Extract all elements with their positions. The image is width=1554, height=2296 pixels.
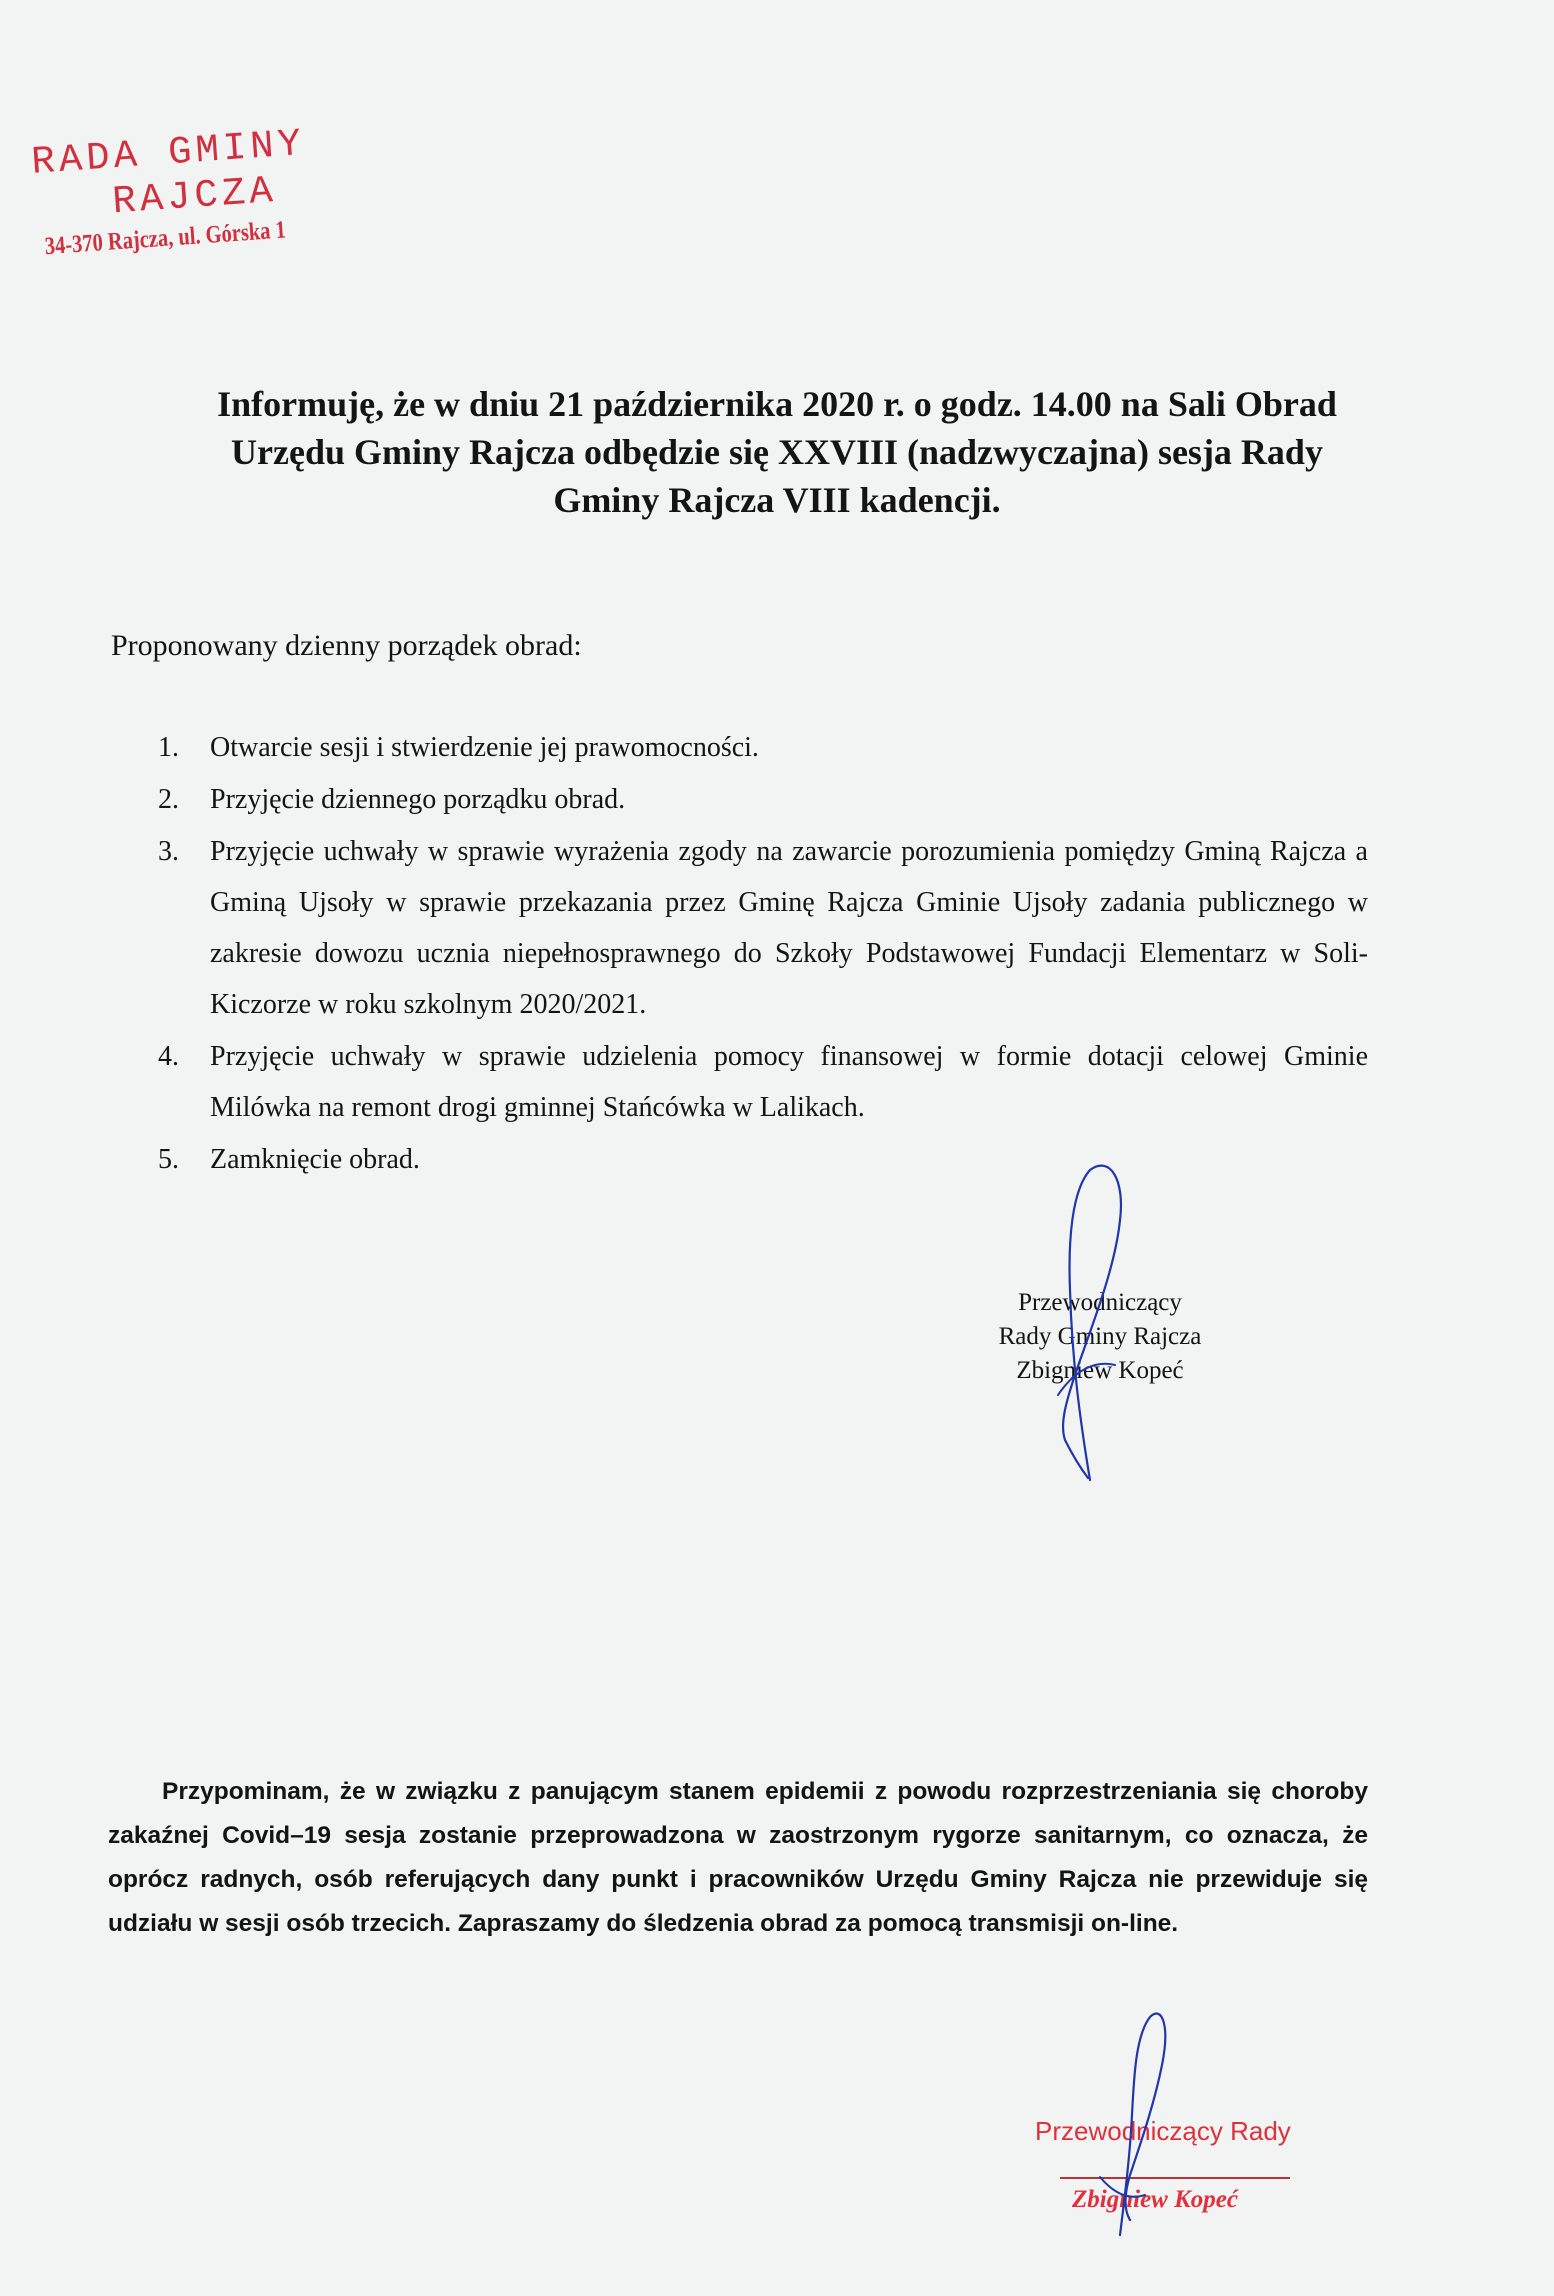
handwritten-signature-1 — [1020, 1160, 1130, 1490]
agenda-item-text: Przyjęcie dziennego porządku obrad. — [210, 784, 626, 815]
council-stamp — [30, 119, 341, 262]
announcement-heading — [100, 380, 1454, 524]
agenda-item-number: 4. — [158, 1041, 179, 1072]
agenda-item-text: Przyjęcie uchwały w sprawie wyrażenia zgody na zawarcie porozumienia pomiędzy Gminą Rajcza a Gminą Ujsoły w sprawie przekazania przez Gminę Rajcza Gminie Ujsoły zadania publicznego w zakresie dowozu ucznia niepełnosprawnego do Szkoły Podstawowej Fundacji Elementarz w Soli-Kiczorze w roku szkolnym 2020/2021. — [210, 836, 1368, 1020]
agenda-item — [158, 1031, 1368, 1133]
agenda-intro: Proponowany dzienny porządek obrad: — [111, 629, 582, 662]
signature-name: Zbigniew Kopeć — [1016, 1357, 1184, 1384]
epidemic-reminder: Przypominam, że w związku z panującym stanem epidemii z powodu rozprzestrzeniania się choroby zakaźnej Covid–19 sesja zostanie przeprowadzona w zaostrzonym rygorze sanitarnym, co oznacza, że oprócz radnych, osób referujących dany punkt i pracowników Urzędu Gminy Rajcza nie przewiduje się udziału w sesji osób trzecich. Zapraszamy do śledzenia obrad za pomocą transmisji on-line. — [108, 1778, 1368, 1937]
signature-title: Przewodniczący — [1018, 1289, 1182, 1316]
signature-council: Rady Gminy Rajcza — [998, 1323, 1202, 1350]
agenda-item — [158, 722, 1368, 773]
agenda-item — [158, 826, 1368, 1030]
heading-line-2: Urzędu Gminy Rajcza odbędzie się XXVIII (nadzwyczajna) sesja Rady — [231, 432, 1323, 472]
agenda-item-text: Otwarcie sesji i stwierdzenie jej prawomocności. — [210, 732, 759, 763]
agenda-item — [158, 1134, 1368, 1185]
heading-line-1: Informuję, że w dniu 21 października 2020 r. o godz. 14.00 na Sali Obrad — [217, 384, 1337, 424]
agenda-item-text: Zamknięcie obrad. — [210, 1144, 420, 1175]
agenda-item-number: 1. — [158, 732, 179, 763]
handwritten-signature-2 — [1090, 2005, 1200, 2245]
stamp-line-2: RAJCZA — [111, 168, 279, 225]
agenda-item-number: 2. — [158, 784, 179, 815]
chairman-stamp-name: Zbigniew Kopeć — [1072, 2186, 1238, 2213]
agenda-item-number: 5. — [158, 1144, 179, 1175]
stamp-line-1: RADA GMINY — [30, 121, 307, 185]
agenda-item-number: 3. — [158, 836, 179, 867]
agenda-item — [158, 774, 1368, 825]
agenda-item-text: Przyjęcie uchwały w sprawie udzielenia pomocy finansowej w formie dotacji celowej Gminie Milówka na remont drogi gminnej Stańcówka w Lalikach. — [210, 1041, 1368, 1123]
agenda-list — [158, 722, 1368, 1186]
heading-line-3: Gminy Rajcza VIII kadencji. — [553, 480, 1001, 520]
stamp-address: 34-370 Rajcza, ul. Górska 1 — [43, 216, 287, 261]
chairman-stamp-title: Przewodniczący Rady — [1035, 2116, 1291, 2146]
